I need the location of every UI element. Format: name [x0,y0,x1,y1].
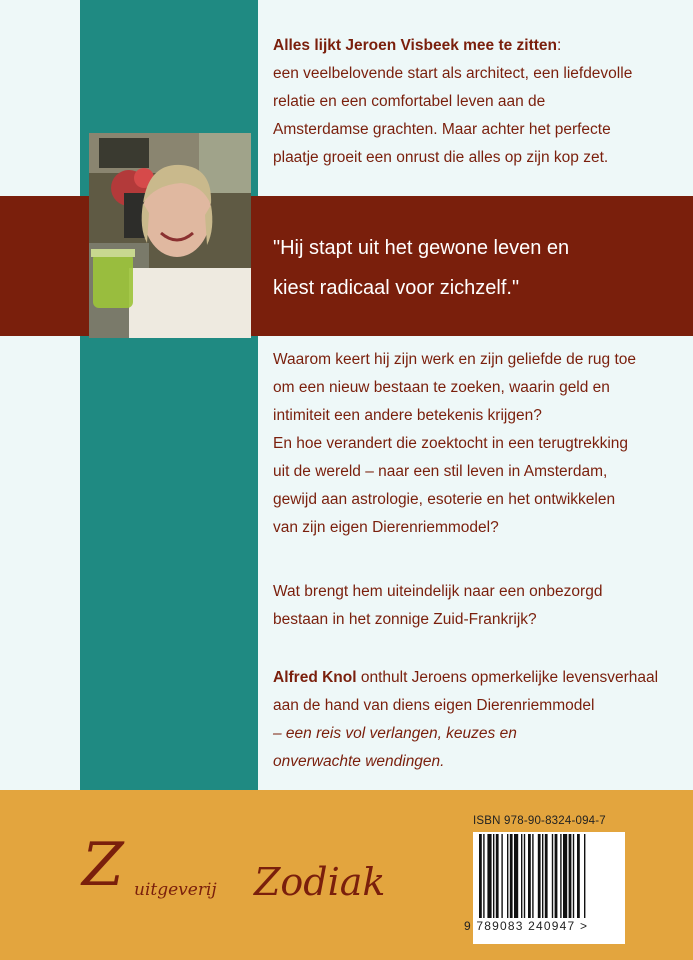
barcode-bar [563,834,567,918]
quote-line: kiest radicaal voor zichzelf." [273,277,520,299]
quote-line: "Hij stapt uit het gewone leven en [273,237,570,259]
body-line: om een nieuw bestaan te zoeken, waarin geld en [273,379,610,396]
pull-quote [273,228,673,308]
barcode-bar [555,834,558,918]
barcode-bar [496,834,499,918]
logo-small-text: uitgeverij [134,880,217,900]
intro-text [273,32,632,172]
barcode-bar [524,834,525,918]
italic-line: – een reis vol verlangen, keuzes en [273,725,517,742]
barcode-bar [584,834,585,918]
author-photo [89,133,251,338]
publisher-logo [82,830,412,908]
intro-line: een veelbelovende start als architect, een liefdevolle [273,65,633,82]
italic-line: onverwachte wendingen. [273,753,445,770]
intro-lead: Alles lijkt Jeroen Visbeek mee te zitten [273,37,558,54]
logo-name: Zodiak [254,860,386,904]
barcode-bar [573,834,574,918]
teal-column [80,0,258,790]
barcode-bar [487,834,491,918]
barcode-bar [483,834,484,918]
barcode-bar [577,834,580,918]
body-line: gewijd aan astrologie, esoterie en het ontwikkelen [273,491,616,508]
barcode-bar [552,834,553,918]
body-line: aan de hand van diens eigen Dierenriemmodel [273,697,595,714]
barcode-bar [542,834,543,918]
body-line: bestaan in het zonnige Zuid-Frankrijk? [273,611,537,628]
intro-lead-colon: : [557,37,562,54]
body-line: van zijn eigen Dierenriemmodel? [273,519,499,536]
barcode-bar [560,834,561,918]
barcode-bar [493,834,494,918]
body-line: Wat brengt hem uiteindelijk naar een onbezorgd [273,583,603,600]
barcode-digits: 9 789083 240947 > [464,919,589,933]
author-name: Alfred Knol [273,669,357,686]
body-line: uit de wereld – naar een stil leven in Amsterdam, [273,463,608,480]
body-line: Waarom keert hij zijn werk en zijn geliefde de rug toe [273,351,636,368]
barcode-bar [532,834,533,918]
intro-line: Amsterdamse grachten. Maar achter het perfecte [273,121,611,138]
barcode-bar [538,834,541,918]
logo-initial: Z [82,830,124,900]
barcode-bar [501,834,502,918]
barcode-bar [510,834,513,918]
body-line-rest: onthult Jeroens opmerkelijke levensverhaal [356,669,659,686]
barcode-bar [521,834,522,918]
body-paragraph-2 [273,578,602,634]
barcode-bar [569,834,572,918]
body-paragraph-3 [273,664,658,776]
isbn-label: ISBN 978-90-8324-094-7 [473,815,606,827]
body-paragraph-1 [273,346,636,542]
barcode-bar [507,834,508,918]
barcode-bar [479,834,482,918]
barcode-bar [545,834,548,918]
body-line: En hoe verandert die zoektocht in een terugtrekking [273,435,629,452]
barcode-bar [528,834,531,918]
intro-line: plaatje groeit een onrust die alles op zijn kop zet. [273,149,609,166]
barcode-bar [514,834,518,918]
intro-line: relatie en een comfortabel leven aan de [273,93,546,110]
body-line: intimiteit een andere betekenis krijgen? [273,407,542,424]
